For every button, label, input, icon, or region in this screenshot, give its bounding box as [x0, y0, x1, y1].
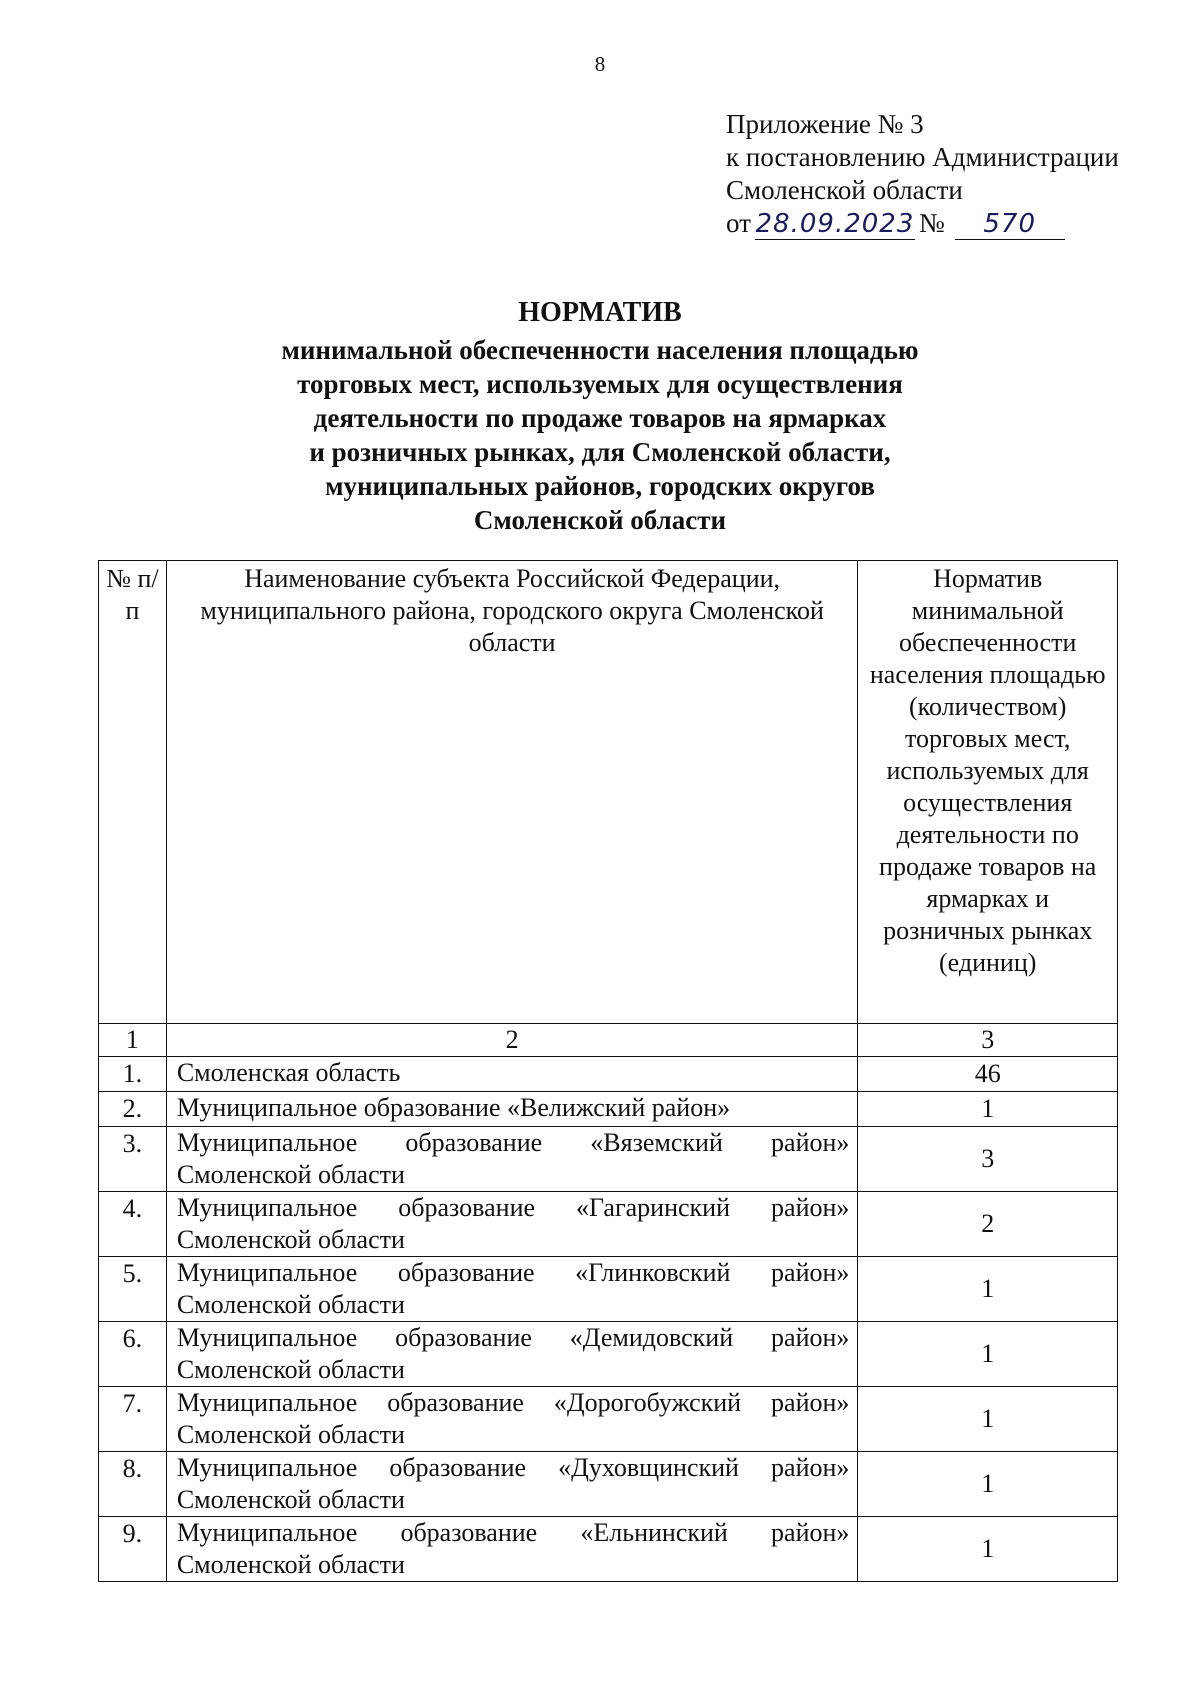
row-value: 1 [858, 1092, 1118, 1127]
header-col-number: № п/п [99, 561, 167, 1024]
row-name: Муниципальное образование «Глинковский район» Смоленской области [166, 1257, 858, 1322]
row-name: Муниципальное образование «Гагаринский район» Смоленской области [166, 1192, 858, 1257]
title-line-2: торговых мест, используемых для осуществления [297, 369, 903, 399]
date-prefix: от [726, 208, 751, 238]
row-value: 3 [858, 1127, 1118, 1192]
annex-date-line [726, 207, 1166, 240]
page-number: 8 [594, 52, 606, 76]
header-col-name: Наименование субъекта Российской Федерации, муниципального района, городского округа Смоленской области [166, 561, 858, 1024]
handwritten-number: 570 [955, 209, 1065, 240]
row-number: 5. [99, 1257, 167, 1322]
table-row [99, 1057, 1118, 1092]
row-name: Муниципальное образование «Демидовский район» Смоленской области [166, 1322, 858, 1387]
table-row [99, 1387, 1118, 1452]
row-number: 1. [99, 1057, 167, 1092]
row-name: Муниципальное образование «Ельнинский район» Смоленской области [166, 1517, 858, 1582]
title-line-3: деятельности по продаже товаров на ярмарках [313, 403, 887, 433]
title-line-1: минимальной обеспеченности населения площадью [281, 335, 919, 365]
annex-line-2: к постановлению Администрации [726, 142, 1119, 172]
title-line-6: Смоленской области [473, 505, 727, 535]
row-value: 1 [858, 1517, 1118, 1582]
annex-line-3: Смоленской области [726, 175, 963, 205]
row-name: Муниципальное образование «Духовщинский район» Смоленской области [166, 1452, 858, 1517]
table-index-row [99, 1024, 1118, 1057]
number-prefix: № [918, 208, 945, 238]
row-value: 2 [858, 1192, 1118, 1257]
index-cell-3: 3 [858, 1024, 1118, 1057]
row-number: 4. [99, 1192, 167, 1257]
annex-line-1: Приложение № 3 [726, 109, 924, 139]
row-value: 46 [858, 1057, 1118, 1092]
row-number: 2. [99, 1092, 167, 1127]
handwritten-date: 28.09.2023 [755, 209, 915, 239]
row-number: 6. [99, 1322, 167, 1387]
index-cell-2: 2 [166, 1024, 858, 1057]
row-name: Муниципальное образование «Дорогобужский район» Смоленской области [166, 1387, 858, 1452]
table-row [99, 1092, 1118, 1127]
index-cell-1: 1 [99, 1024, 167, 1057]
row-number: 9. [99, 1517, 167, 1582]
table-row [99, 1452, 1118, 1517]
table-header-row [99, 561, 1118, 1024]
norm-table [98, 560, 1118, 1582]
table-row [99, 1322, 1118, 1387]
header-col-norm: Норматив минимальной обеспеченности населения площадью (количеством) торговых мест, используемых для осуществления деятельности по продаже товаров на ярмарках и розничных рынках (единиц) [858, 561, 1118, 1024]
table-row [99, 1257, 1118, 1322]
row-value: 1 [858, 1452, 1118, 1517]
annex-block [726, 108, 1166, 240]
table-row [99, 1127, 1118, 1192]
row-name: Муниципальное образование «Велижский район» [166, 1092, 858, 1127]
row-number: 7. [99, 1387, 167, 1452]
row-value: 1 [858, 1257, 1118, 1322]
row-name: Муниципальное образование «Вяземский район» Смоленской области [166, 1127, 858, 1192]
row-value: 1 [858, 1387, 1118, 1452]
table-row [99, 1517, 1118, 1582]
table-row [99, 1192, 1118, 1257]
row-number: 3. [99, 1127, 167, 1192]
title-line-5: муниципальных районов, городских округов [325, 471, 875, 501]
title-line-4: и розничных рынках, для Смоленской области, [309, 437, 891, 467]
document-title [0, 296, 1200, 537]
row-value: 1 [858, 1322, 1118, 1387]
title-main: НОРМАТИВ [518, 297, 682, 328]
row-number: 8. [99, 1452, 167, 1517]
row-name: Смоленская область [166, 1057, 858, 1092]
